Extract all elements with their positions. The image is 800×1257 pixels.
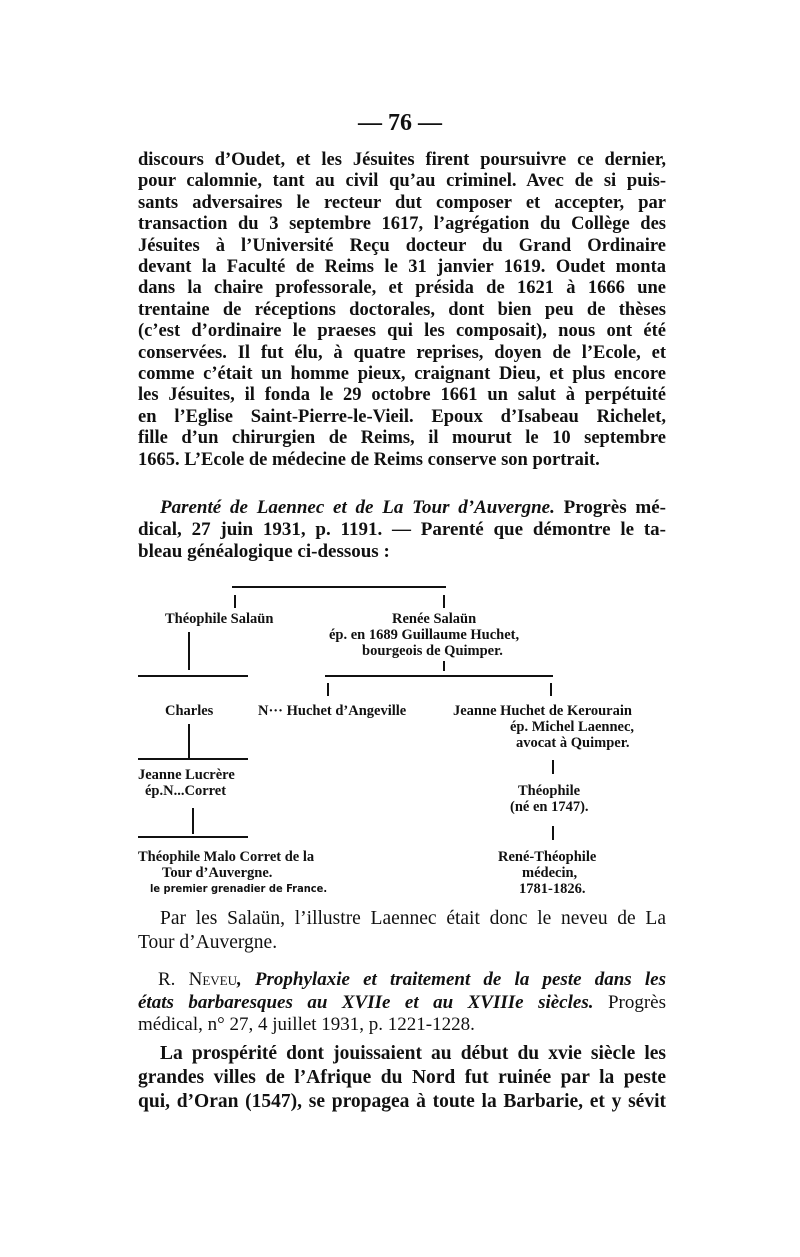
text-line: en l’Eglise Saint-Pierre-le-Vieil. Epoux d’Isabeau Richelet,	[138, 406, 666, 427]
text-line: transaction du 3 septembre 1617, l’agrégation du Collège des	[138, 214, 666, 235]
article-title: , Prophylaxie et traitement de la peste dans les	[237, 969, 666, 990]
tree-line	[138, 675, 248, 677]
tree-line	[234, 595, 236, 608]
dates-note: 1781-1826.	[519, 881, 586, 897]
article-title: états barbaresques au XVIIe et au XVIIIe siècles.	[138, 991, 594, 1013]
text-line: fille d’un chirurgien de Reims, il mourut le 10 septembre	[138, 428, 666, 449]
text-line: sants adversaires le recteur dut composer et accepter, par	[138, 192, 666, 213]
citation-title: Parenté de Laennec et de La Tour d’Auvergne.	[160, 497, 555, 518]
person-jeanne-lucrere: Jeanne Lucrère	[138, 767, 235, 783]
birth-note: (né en 1747).	[510, 799, 589, 815]
author-initial: R.	[158, 969, 189, 990]
text-line: (c’est d’ordinaire le praeses qui les composait), nous ont été	[138, 321, 666, 342]
tree-line	[327, 683, 329, 696]
tree-line	[443, 595, 445, 608]
text-line: devant la Faculté de Reims le 31 janvier 1619. Oudet monta	[138, 257, 666, 278]
tree-line	[232, 586, 446, 588]
person-theophile-salaun: Théophile Salaün	[165, 611, 274, 627]
person-n-huchet: N··· Huchet d’Angeville	[258, 703, 407, 719]
marriage-note: ép. en 1689 Guillaume Huchet,	[329, 627, 520, 643]
text-line: Tour d’Auvergne.	[138, 932, 278, 953]
page-number: — 76 —	[358, 110, 442, 136]
tree-line	[552, 760, 554, 774]
text-line: La prospérité dont jouissaient au début du xvie siècle les	[160, 1043, 666, 1064]
person-renee-salaun: Renée Salaün	[392, 611, 477, 627]
marriage-note: ép.N...Corret	[145, 783, 227, 799]
text-line: trentaine de réceptions doctorales, dont bien peu de thèses	[138, 299, 666, 320]
tree-line	[138, 836, 248, 838]
text-line: comme c’était un homme pieux, craignant Dieu, et plus encore	[138, 364, 666, 385]
text-line: discours d’Oudet, et les Jésuites firent poursuivre ce dernier,	[138, 150, 666, 170]
text-line: 1665. L’Ecole de médecine de Reims conserve son portrait.	[138, 449, 600, 470]
marriage-note: ép. Michel Laennec,	[510, 719, 635, 735]
tree-line	[138, 758, 248, 760]
text-line	[138, 992, 666, 1015]
text-line: grandes villes de l’Afrique du Nord fut ruinée par la peste	[138, 1067, 666, 1088]
text-line: les Jésuites, il fonda le 29 octobre 1661 un salut à perpétuité	[138, 385, 666, 406]
text-line: bleau généalogique ci-dessous :	[138, 541, 390, 562]
paragraph-conclusion	[138, 907, 666, 955]
paragraph-peste	[138, 1042, 666, 1114]
author-name: Neveu	[188, 969, 237, 990]
occupation-note: avocat à Quimper.	[516, 735, 630, 751]
tree-line	[188, 724, 190, 759]
person-theophile-malo-corret: Théophile Malo Corret de la	[138, 849, 315, 865]
tree-line	[552, 826, 554, 840]
tree-line	[550, 683, 552, 696]
text-line: qui, d’Oran (1547), se propagea à toute la Barbarie, et y sévit	[138, 1091, 666, 1112]
tree-line	[192, 808, 194, 834]
paragraph-neveu	[138, 969, 666, 1037]
person-charles: Charles	[165, 703, 214, 719]
citation-source: Progrès	[593, 991, 666, 1013]
citation-source: Progrès mé-	[554, 497, 666, 518]
text-line: dical, 27 juin 1931, p. 1191. — Parenté que démontre le ta-	[138, 519, 666, 540]
text-line	[138, 969, 666, 992]
epithet-note: le premier grenadier de France.	[150, 882, 328, 895]
person-theophile: Théophile	[518, 783, 581, 799]
text-line: dans la chaire professorale, et présida de 1621 à 1666 une	[138, 278, 666, 299]
occupation-note: bourgeois de Quimper.	[362, 643, 503, 659]
tree-line	[325, 675, 553, 677]
occupation-note: médecin,	[522, 865, 578, 881]
text-line: médical, n° 27, 4 juillet 1931, p. 1221-1228.	[138, 1014, 475, 1035]
text-line: pour calomnie, tant au civil qu’au criminel. Avec de si puis-	[138, 171, 666, 192]
text-line: conservées. Il fut élu, à quatre reprises, doyen de l’Ecole, et	[138, 342, 666, 363]
person-rene-theophile: René-Théophile	[498, 849, 597, 865]
tree-line	[188, 632, 190, 670]
text-line: Jésuites à l’Université Reçu docteur du Grand Ordinaire	[138, 235, 666, 256]
person-jeanne-huchet: Jeanne Huchet de Kerourain	[453, 703, 632, 719]
title-note: Tour d’Auvergne.	[162, 865, 273, 881]
text-line: Par les Salaün, l’illustre Laennec était donc le neveu de La	[160, 908, 666, 929]
tree-line	[443, 661, 445, 671]
